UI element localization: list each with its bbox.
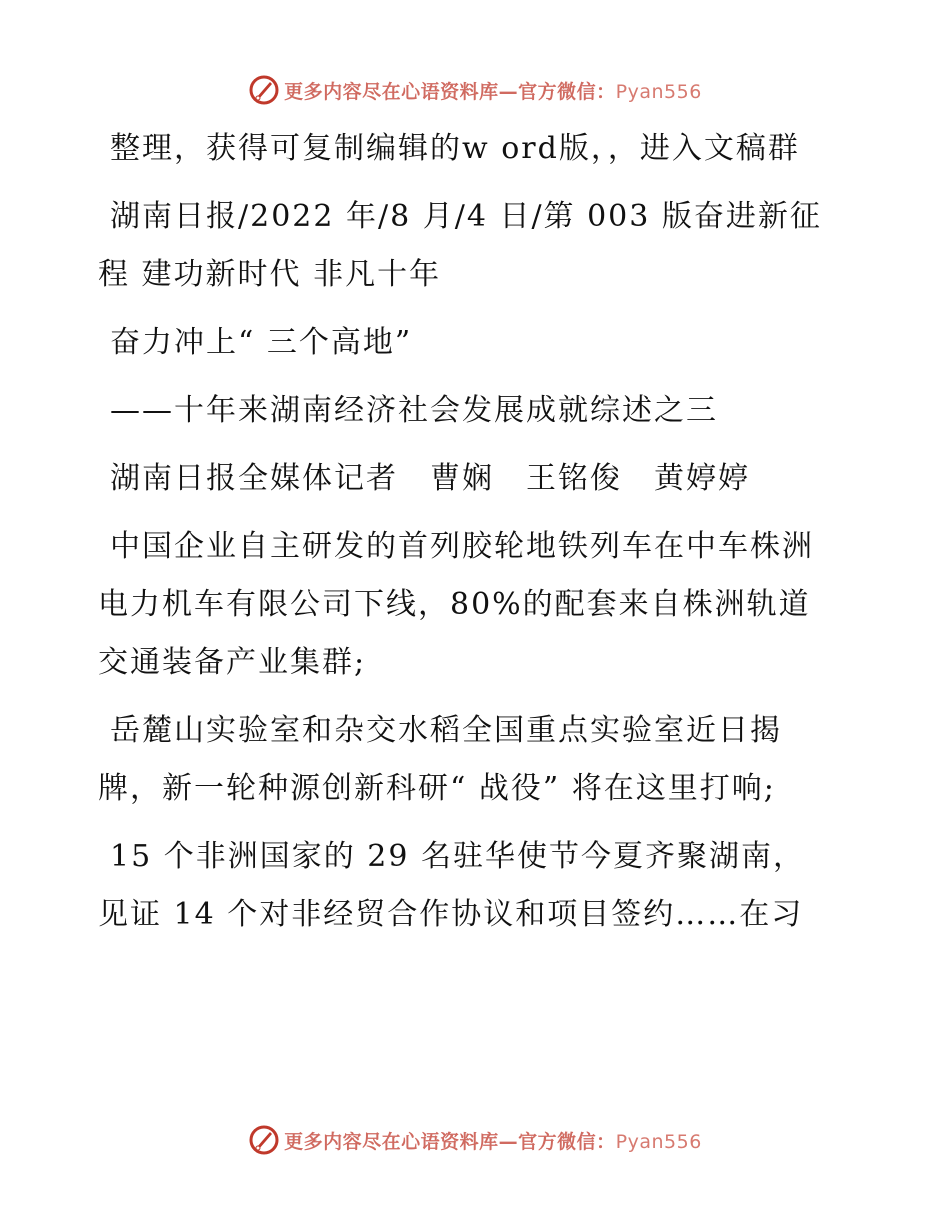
footer-watermark [0, 1120, 950, 1160]
quill-logo-icon [248, 1124, 280, 1156]
paragraph-body: 中国企业自主研发的首列胶轮地铁列车在中车株洲电力机车有限公司下线，80%的配套来自株洲轨道交通装备产业集群; [98, 529, 814, 680]
paragraph-body: 15 个非洲国家的 29 名驻华使节今夏齐聚湖南，见证 14 个对非经贸合作协议和项目签约……在习 [98, 839, 805, 932]
article-byline: 湖南日报全媒体记者 曹娴 王铭俊 黄婷婷 [110, 461, 750, 496]
paragraph-body: 岳麓山实验室和杂交水稻全国重点实验室近日揭牌，新一轮种源创新科研“ 战役” 将在这里打响; [98, 713, 782, 806]
quill-logo-icon [248, 74, 280, 106]
paragraph-source: 湖南日报/2022 年/8 月/4 日/第 003 版奋进新征程 建功新时代 非凡十年 [98, 199, 822, 292]
paragraph-intro: 整理，获得可复制编辑的w ord版，，进入文稿群 [110, 131, 800, 166]
article-subtitle: ——十年来湖南经济社会发展成就综述之三 [110, 393, 718, 428]
watermark-text: 更多内容尽在心语资料库—官方微信：Pyan556 [284, 80, 702, 103]
document-body [98, 120, 833, 954]
article-title: 奋力冲上“ 三个高地” [110, 325, 413, 360]
watermark-id: Pyan556 [615, 1130, 702, 1153]
header-watermark [0, 70, 950, 110]
watermark-text: 更多内容尽在心语资料库—官方微信：Pyan556 [284, 1130, 702, 1153]
watermark-id: Pyan556 [615, 80, 702, 103]
